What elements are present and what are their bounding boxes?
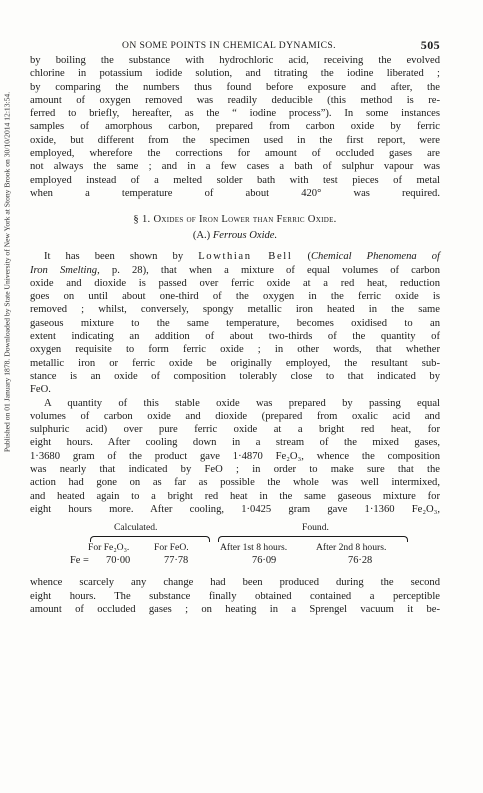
paragraph-line: goes on until about one-third of the oxygen in the ferric oxide is — [30, 291, 440, 303]
paragraph-line: whence scarcely any change had been produced during the second — [30, 577, 440, 589]
paragraph-lowthian-bell — [30, 250, 440, 396]
value-first-8-hours: 76·09 — [252, 555, 277, 567]
paragraph-last-line: eight hours more. After cooling, 1·0425 gram gave 1·1360 Fe₂O₃, — [30, 503, 440, 515]
paragraph-line: oxygen requisite to form ferric oxide ; in other words, that whether — [30, 344, 440, 356]
paragraph-line: eight hours. The substance finally obtained contained a perceptible — [30, 590, 440, 602]
running-title: ON SOME POINTS IN CHEMICAL DYNAMICS. — [122, 40, 336, 51]
paragraph-preparation — [30, 397, 440, 503]
subsection-label: (A.) — [192, 230, 211, 242]
paragraph-line: oxide, but different from the specimen used in the first report, were — [30, 134, 440, 146]
paragraph-line: samples of amorphous carbon, prepared from carbon oxide by ferric — [30, 121, 440, 133]
paragraph-line: It has been shown by Lowthian Bell (Chemical Phenomena of — [44, 251, 440, 263]
paragraph-line: chlorine in potassium iodide solution, and titrating the iodine liberated ; — [30, 68, 440, 80]
value-feo: 77·78 — [164, 555, 189, 567]
value-second-8-hours: 76·28 — [348, 555, 373, 567]
journal-page — [30, 38, 440, 616]
paragraph-line: metallic iron or ferric oxide be originally employed, the resultant sub- — [30, 357, 440, 369]
page-number: 505 — [420, 38, 440, 52]
paragraph-line: by comparing the numbers thus found before exposure and after, the — [30, 81, 440, 93]
cited-work: Chemical Phenomena of — [310, 251, 440, 263]
col-header-fe2o3: For Fe₂O₃. — [88, 542, 130, 554]
paragraph-line: amount of occluded gases ; on heating in a Sprengel vacuum it be- — [30, 603, 440, 615]
paragraph-line: extent indicating an addition of about two-thirds of the quantity of — [30, 331, 440, 343]
row-label-fe: Fe = — [70, 555, 89, 567]
cited-work-cont: Iron Smelting — [30, 264, 98, 276]
subsection-heading — [30, 230, 440, 241]
paragraph-line: volumes of carbon oxide and dioxide (prepared from oxalic acid and — [30, 410, 440, 422]
running-header — [30, 38, 440, 54]
paragraph-iodine-process — [30, 54, 440, 200]
paragraph-line: not always the same ; and in a few cases a bath of sulphur vapour was — [30, 161, 440, 173]
col-header-first-8-hours: After 1st 8 hours. — [220, 542, 288, 554]
paragraph-line: employed, wherefore the corrections for amount of occluded gases are — [30, 148, 440, 160]
paragraph-line: when a temperature of about 420° was required. — [30, 187, 440, 199]
paragraph-line: oxide and dioxide is passed over ferric oxide at a red heat, reduction — [30, 277, 440, 289]
paragraph-line: stance is an oxide of composition tolerably close to that indicated by — [30, 370, 440, 382]
table-group-calculated: Calculated. — [114, 522, 158, 534]
paragraph-line: Iron Smelting, p. 28), that when a mixture of equal volumes of carbon — [30, 264, 441, 276]
paragraph-line: 1·3680 gram of the product gave 1·4870 Fe₂O₃, whence the composition — [30, 450, 440, 462]
side-note-text: Published on 01 January 1878. Downloaded by State University of New York at Stony Brook on 30/10/2014 12:13:54. — [2, 91, 12, 453]
paragraph-line: A quantity of this stable oxide was prepared by passing equal — [44, 397, 440, 409]
subsection-title: Ferrous Oxide. — [212, 230, 278, 242]
paragraph-line: and heated again to a bright red heat in the same gaseous mixture for — [30, 490, 440, 502]
value-fe2o3: 70·00 — [106, 555, 131, 567]
paragraph-line: employed instead of a melted solder bath with test pieces of metal — [30, 174, 440, 186]
paragraph-line: by boiling the substance with hydrochloric acid, receiving the evolved — [30, 55, 440, 66]
paragraph-line: sulphuric acid) over pure ferric oxide at a bright red heat, for — [30, 424, 440, 436]
table-group-found: Found. — [302, 522, 329, 534]
paragraph-line: ferred to briefly, hereafter, as the “ iodine process”). In some instances — [30, 108, 440, 120]
paragraph-line: action had gone on as far as possible the whole was well intermixed, — [30, 477, 440, 489]
paragraph-line: removed ; whilst, conversely, spongy metallic iron heated in the same — [30, 304, 440, 316]
author-name: Lowthian Bell — [198, 251, 293, 263]
paragraph-line: gaseous mixture to the same temperature, becomes oxidised to an — [30, 317, 440, 329]
paragraph-conclusion — [30, 576, 440, 616]
paragraph-line: was nearly that indicated by FeO ; in order to make sure that the — [30, 464, 440, 476]
paragraph-line: eight hours. After cooling down in a stream of the mixed gases, — [30, 437, 440, 449]
composition-table — [30, 522, 440, 572]
col-header-feo: For FeO. — [154, 542, 189, 554]
paragraph-preparation-end — [30, 503, 440, 516]
col-header-second-8-hours: After 2nd 8 hours. — [316, 542, 387, 554]
paragraph-last-line: FeO. — [30, 384, 51, 396]
paragraph-line: amount of oxygen removed was readily deducible (this method is re- — [30, 94, 440, 106]
section-heading: § 1. Oxides of Iron Lower than Ferric Oxide. — [133, 214, 337, 226]
publication-side-note — [1, 12, 13, 532]
